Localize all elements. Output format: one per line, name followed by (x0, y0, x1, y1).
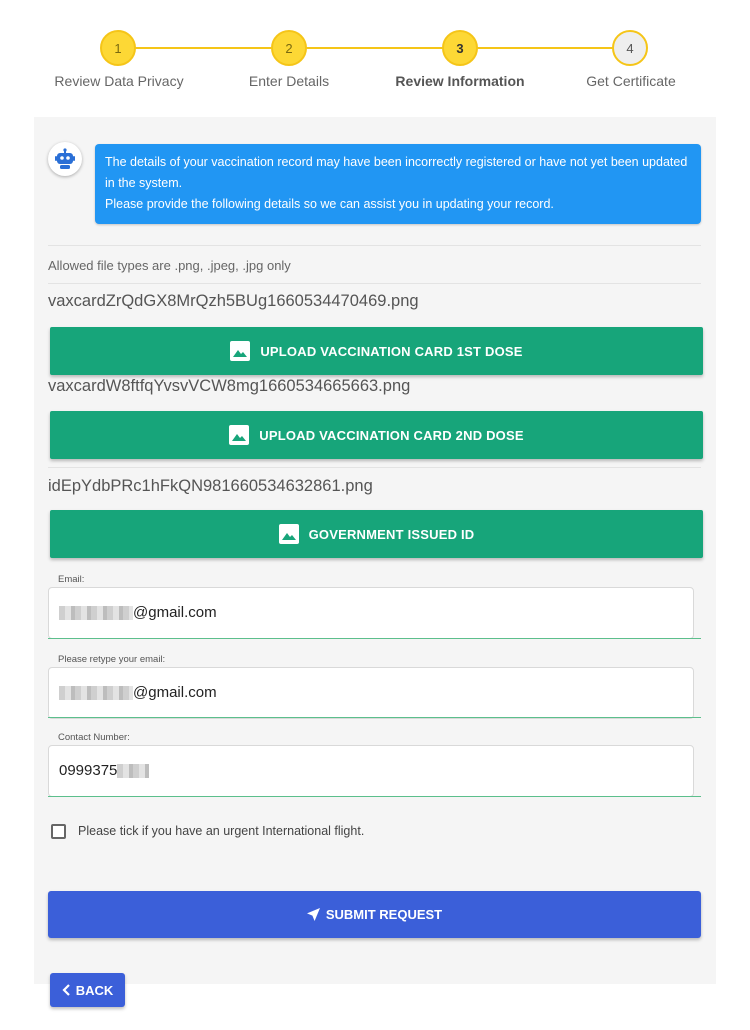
redacted-text (59, 606, 133, 620)
send-icon (307, 908, 320, 921)
retype-email-value: @gmail.com (133, 684, 217, 701)
retype-email-underline (48, 717, 701, 718)
step-3-label: Review Information (395, 73, 525, 89)
back-button[interactable] (50, 973, 125, 1007)
step-2-circle: 2 (271, 30, 307, 66)
email-field[interactable] (48, 587, 694, 639)
upload-government-id-button[interactable] (50, 510, 703, 558)
retype-email-label: Please retype your email: (58, 654, 166, 665)
redacted-text (59, 686, 133, 700)
urgent-flight-checkbox[interactable] (51, 824, 66, 839)
allowed-file-types: Allowed file types are .png, .jpeg, .jpg only (48, 258, 291, 273)
id-filename: idEpYdbPRc1hFkQN981660534632861.png (48, 477, 373, 495)
email-value: @gmail.com (133, 604, 217, 621)
upload-dose1-label: UPLOAD VACCINATION CARD 1ST DOSE (260, 343, 523, 359)
submit-request-label: SUBMIT REQUEST (325, 907, 443, 922)
progress-stepper (0, 0, 750, 110)
step-3-circle: 3 (442, 30, 478, 66)
info-message-line-2: Please provide the following details so we can assist you in updating your record. (105, 197, 554, 211)
info-message-line-1: The details of your vaccination record may have been incorrectly registered or have not yet been updated in the system. (105, 155, 688, 190)
back-label: BACK (75, 982, 114, 998)
divider (48, 283, 701, 284)
image-icon (229, 425, 249, 445)
upload-dose2-label: UPLOAD VACCINATION CARD 2ND DOSE (259, 427, 524, 443)
image-icon (279, 524, 299, 544)
upload-government-id-label: GOVERNMENT ISSUED ID (308, 526, 475, 542)
contact-number-value: 0999375 (59, 762, 118, 779)
retype-email-field[interactable] (48, 667, 694, 719)
image-icon (230, 341, 250, 361)
contact-number-field[interactable] (48, 745, 694, 797)
dose1-filename: vaxcardZrQdGX8MrQzh5BUg1660534470469.png (48, 292, 419, 310)
redacted-text (117, 764, 149, 778)
upload-dose2-button[interactable] (50, 411, 703, 459)
contact-number-underline (48, 796, 701, 797)
step-2-label: Enter Details (248, 73, 330, 89)
submit-request-button[interactable] (48, 891, 701, 938)
step-1-label: Review Data Privacy (54, 73, 184, 89)
dose2-filename: vaxcardW8ftfqYvsvVCW8mg1660534665663.png (48, 377, 411, 395)
email-label: Email: (58, 574, 85, 585)
urgent-flight-label: Please tick if you have an urgent International flight. (78, 824, 365, 838)
robot-icon (54, 148, 76, 170)
step-4-label: Get Certificate (586, 73, 676, 89)
divider (48, 467, 701, 468)
step-4-circle: 4 (612, 30, 648, 66)
contact-number-label: Contact Number: (58, 732, 130, 743)
bot-avatar (48, 142, 82, 176)
email-underline (48, 638, 701, 639)
stepper-line (118, 47, 630, 49)
divider (48, 245, 701, 246)
chevron-left-icon (62, 984, 72, 996)
upload-dose1-button[interactable] (50, 327, 703, 375)
info-message-bubble (95, 144, 701, 224)
step-1-circle: 1 (100, 30, 136, 66)
